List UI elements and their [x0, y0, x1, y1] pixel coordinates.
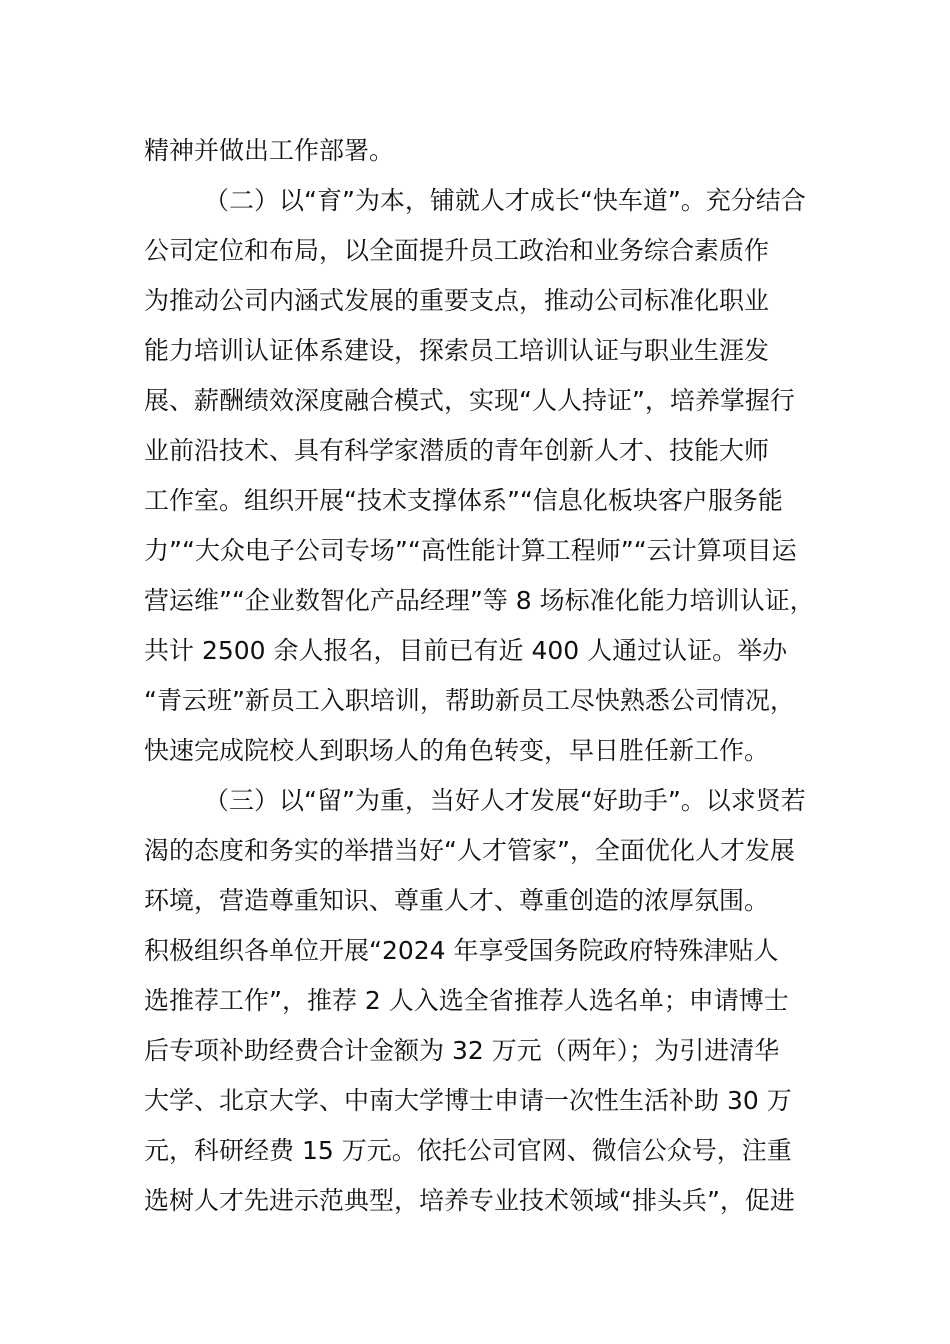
text-line-14: （三）以“留”为重，当好人才发展“好助手”。以求贤若: [204, 786, 806, 815]
text-line-15: 渴的态度和务实的举措当好“人才管家”，全面优化人才发展: [144, 836, 795, 865]
text-line-6: 展、薪酬绩效深度融合模式，实现“人人持证”，培养掌握行: [144, 386, 795, 415]
text-line-8: 工作室。组织开展“技术支撑体系”“信息化板块客户服务能: [144, 486, 783, 515]
text-line-4: 为推动公司内涵式发展的重要支点，推动公司标准化职业: [144, 286, 770, 315]
text-line-21: 元，科研经费 15 万元。依托公司官网、微信公众号，注重: [144, 1136, 792, 1165]
text-line-17: 积极组织各单位开展“2024 年享受国务院政府特殊津贴人: [144, 936, 779, 965]
text-line-11: 共计 2500 余人报名，目前已有近 400 人通过认证。举办: [144, 636, 788, 665]
text-line-19: 后专项补助经费合计金额为 32 万元（两年）；为引进清华: [144, 1036, 780, 1065]
text-line-2: （二）以“育”为本，铺就人才成长“快车道”。充分结合: [204, 186, 806, 215]
text-line-20: 大学、北京大学、中南大学博士申请一次性生活补助 30 万: [144, 1086, 792, 1115]
text-line-22: 选树人才先进示范典型，培养专业技术领域“排头兵”，促进: [144, 1186, 795, 1215]
text-line-16: 环境，营造尊重知识、尊重人才、尊重创造的浓厚氛围。: [144, 886, 770, 915]
text-line-10: 营运维”“企业数智化产品经理”等 8 场标准化能力培训认证，: [144, 586, 815, 615]
text-line-12: “青云班”新员工入职培训，帮助新员工尽快熟悉公司情况，: [144, 686, 795, 715]
text-line-7: 业前沿技术、具有科学家潜质的青年创新人才、技能大师: [144, 436, 770, 465]
text-line-5: 能力培训认证体系建设，探索员工培训认证与职业生涯发: [144, 336, 770, 365]
text-line-18: 选推荐工作”，推荐 2 人入选全省推荐人选名单；申请博士: [144, 986, 789, 1015]
text-line-3: 公司定位和布局，以全面提升员工政治和业务综合素质作: [144, 236, 770, 265]
text-line-13: 快速完成院校人到职场人的角色转变，早日胜任新工作。: [144, 736, 770, 765]
text-line-9: 力”“大众电子公司专场”“高性能计算工程师”“云计算项目运: [144, 536, 797, 565]
text-line-1: 精神并做出工作部署。: [144, 136, 395, 165]
